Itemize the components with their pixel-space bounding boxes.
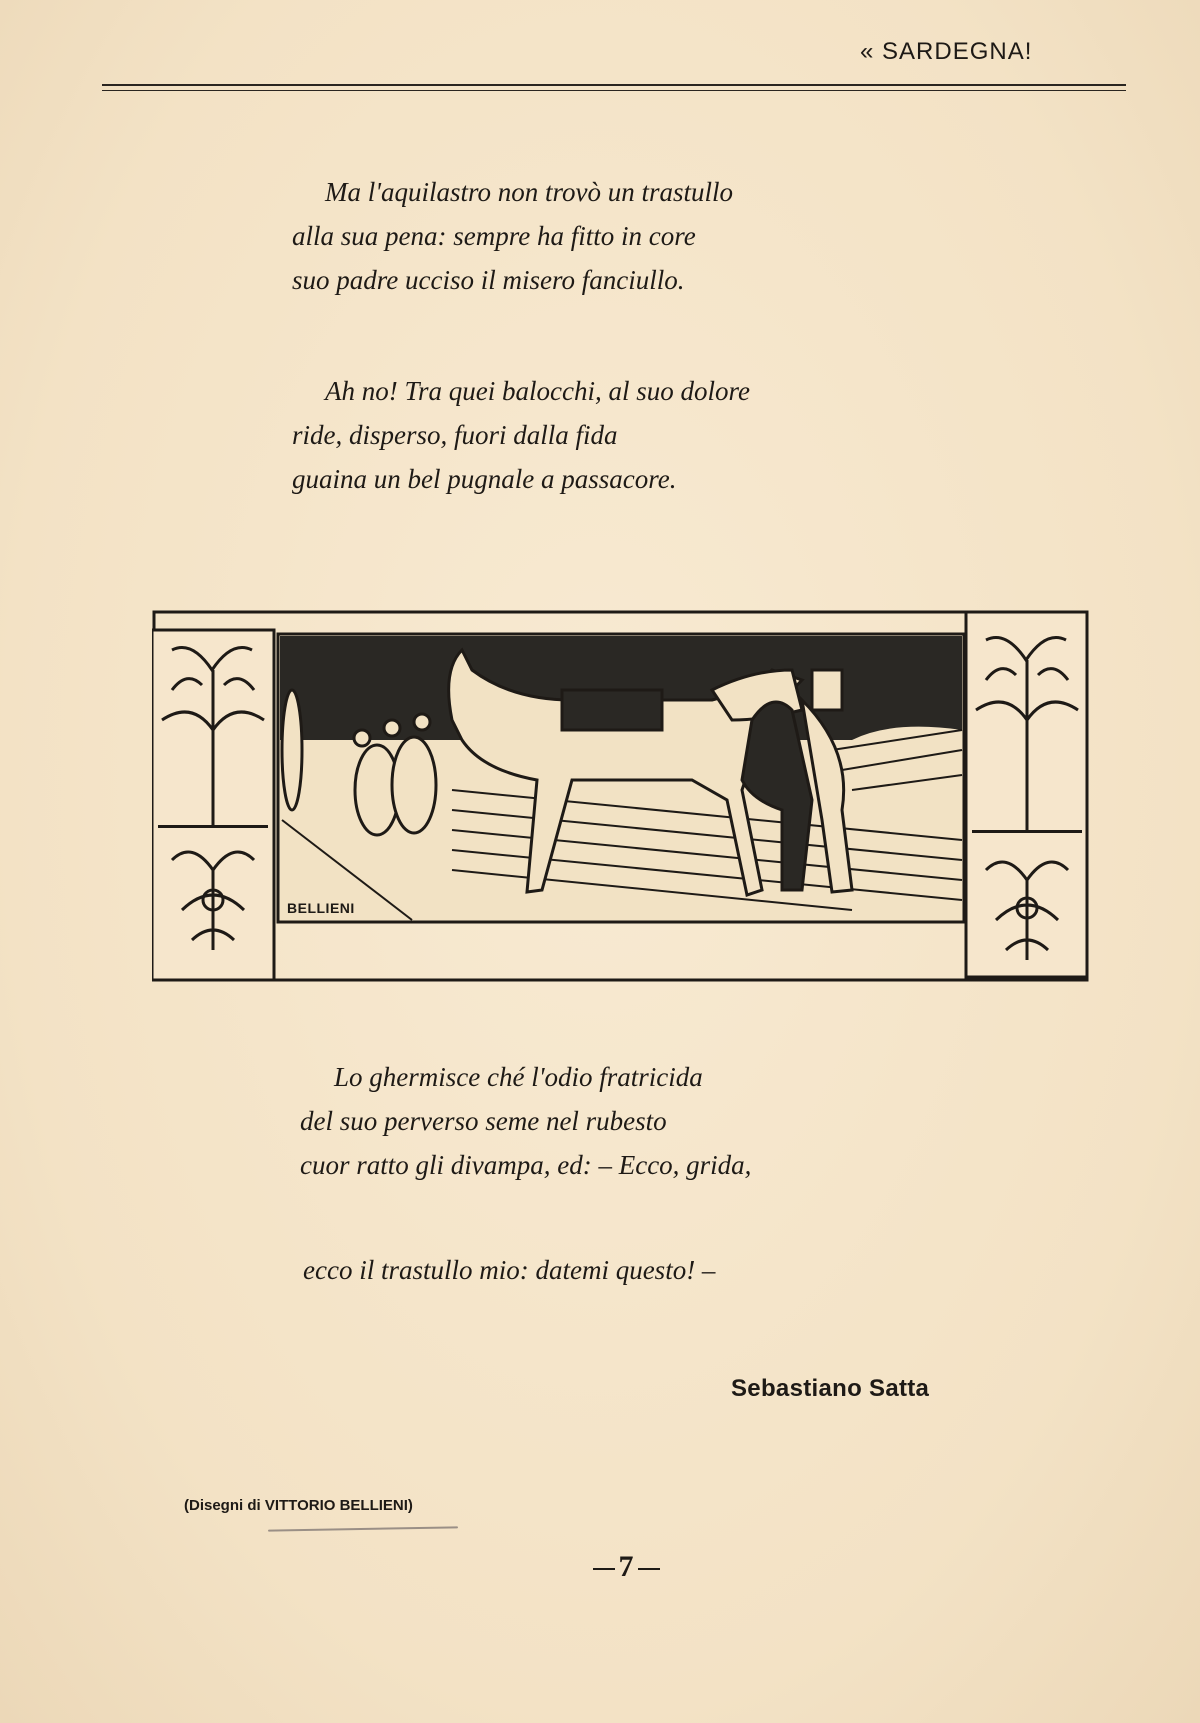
folio-dash-left [593, 1568, 615, 1570]
left-ornament-panel [152, 630, 274, 980]
credit-underline [268, 1526, 458, 1531]
scene [278, 634, 964, 922]
verse-line: Lo ghermisce ché l'odio fratricida [334, 1062, 703, 1092]
stanza-3 [300, 1055, 751, 1187]
stanza-4 [303, 1248, 715, 1292]
verse-line: Ah no! Tra quei balocchi, al suo dolore [325, 376, 750, 406]
folio-dash-right [638, 1568, 660, 1570]
illustration-svg [152, 610, 1089, 982]
verse-line: alla sua pena: sempre ha fitto in core [292, 221, 696, 251]
verse-line: suo padre ucciso il misero fanciullo. [292, 265, 685, 295]
verse-line: Ma l'aquilastro non trovò un trastullo [325, 177, 734, 207]
header-rule [102, 84, 1126, 91]
verse-line: guaina un bel pugnale a passacore. [292, 464, 677, 494]
verse-line: del suo perverso seme nel rubesto [300, 1106, 667, 1136]
woodcut-illustration [152, 610, 1089, 982]
verse-line: cuor ratto gli divampa, ed: – Ecco, grida, [300, 1150, 752, 1180]
right-ornament-panel [966, 612, 1087, 977]
running-head: « SARDEGNA! [860, 38, 1033, 65]
stanza-1 [292, 170, 733, 302]
page-number [576, 1550, 676, 1584]
author-signature: Sebastiano Satta [731, 1375, 930, 1402]
stanza-2 [292, 369, 750, 501]
verse-line: ride, disperso, fuori dalla fida [292, 420, 618, 450]
illustration-signature: BELLIENI [287, 900, 355, 916]
page-number-value: 7 [618, 1550, 634, 1583]
illustration-credit: (Disegni di VITTORIO BELLIENI) [184, 1497, 413, 1514]
verse-line: ecco il trastullo mio: datemi questo! – [303, 1255, 716, 1285]
